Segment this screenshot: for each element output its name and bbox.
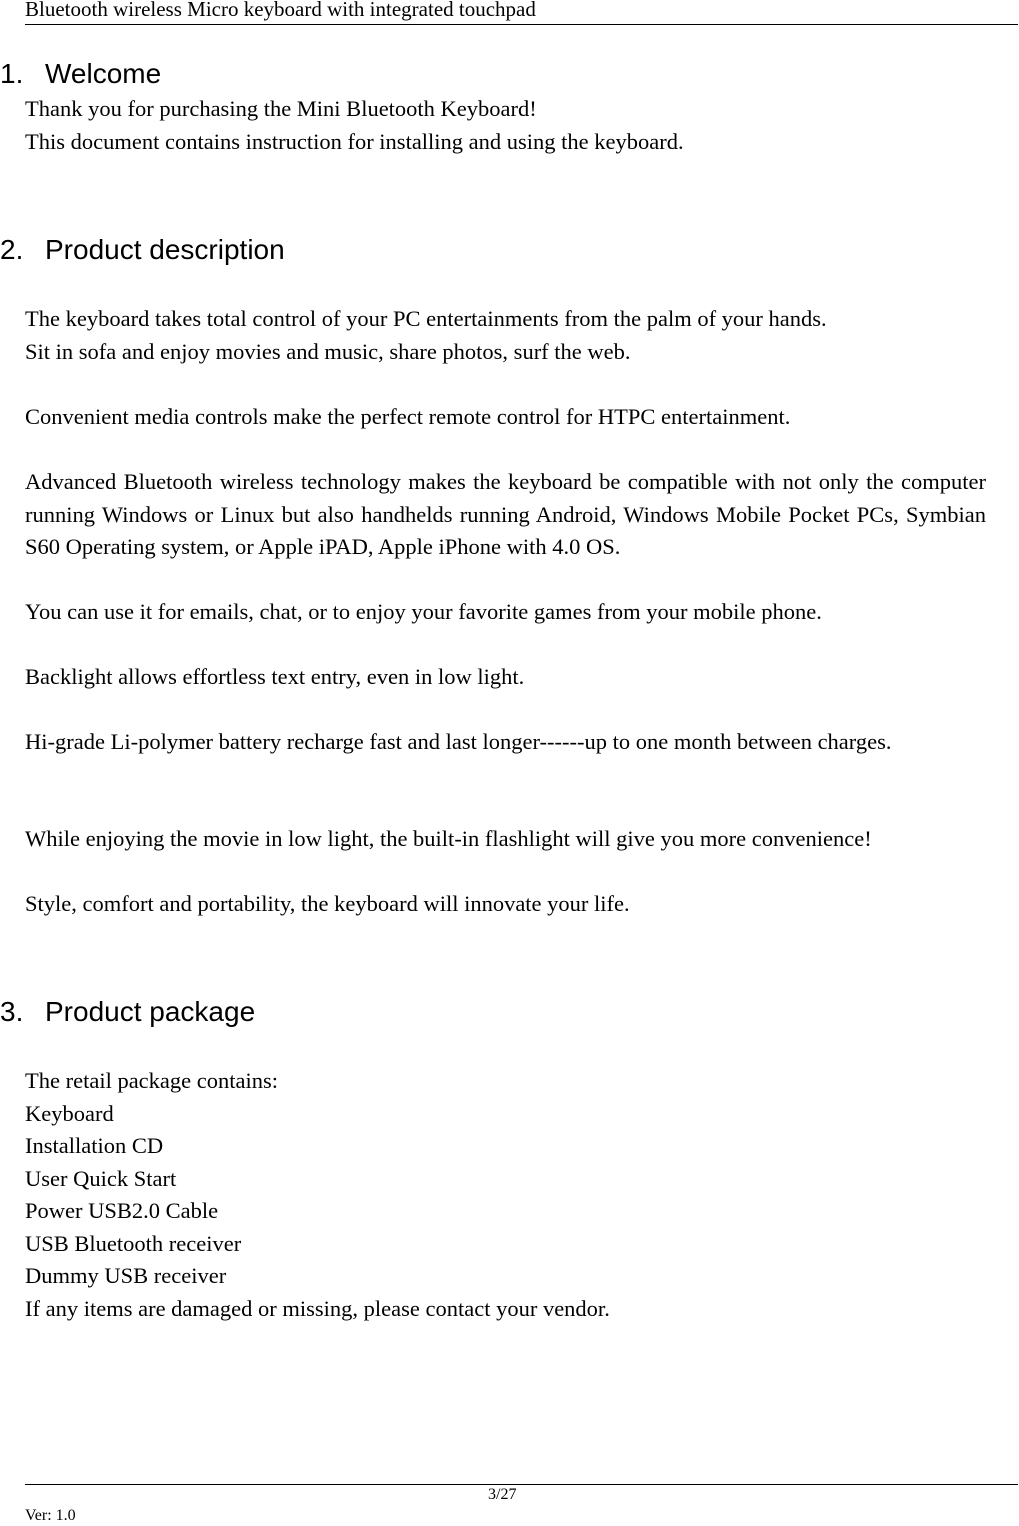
section-number: 3.: [0, 996, 24, 1027]
section-heading-product-description: [0, 234, 285, 266]
description-paragraph: Hi-grade Li-polymer battery recharge fast and last longer------up to one month between charges.: [25, 729, 892, 754]
package-item: User Quick Start: [25, 1165, 177, 1191]
package-contents-list: [25, 1065, 610, 1325]
package-item: Installation CD: [25, 1133, 164, 1158]
page-number: 3/27: [488, 1486, 517, 1503]
footer-divider: [25, 1484, 1018, 1485]
description-paragraph: The keyboard takes total control of your PC entertainments from the palm of your hands.: [25, 306, 827, 331]
description-paragraph: You can use it for emails, chat, or to enjoy your favorite games from your mobile phone.: [25, 599, 822, 624]
package-closing: If any items are damaged or missing, please contact your vendor.: [25, 1295, 610, 1321]
package-item: USB Bluetooth receiver: [25, 1230, 242, 1256]
package-item: Keyboard: [25, 1100, 114, 1126]
package-item: Power USB2.0 Cable: [25, 1198, 219, 1223]
section-title: Welcome: [45, 58, 162, 89]
description-paragraph: Sit in sofa and enjoy movies and music, share photos, surf the web.: [25, 339, 631, 364]
welcome-line: This document contains instruction for installing and using the keyboard.: [25, 129, 684, 154]
section-heading-welcome: [0, 58, 161, 90]
welcome-line: Thank you for purchasing the Mini Bluetooth Keyboard!: [25, 96, 537, 121]
section-title: Product package: [45, 996, 256, 1027]
package-item: Dummy USB receiver: [25, 1263, 227, 1288]
section-number: 2.: [0, 234, 24, 265]
header-title: Bluetooth wireless Micro keyboard with integrated touchpad: [25, 0, 536, 21]
package-intro: The retail package contains:: [25, 1068, 279, 1093]
description-paragraph: Backlight allows effortless text entry, even in low light.: [25, 664, 525, 689]
version-label: Ver: 1.0: [25, 1507, 76, 1524]
description-paragraph: While enjoying the movie in low light, the built-in flashlight will give you more convenience!: [25, 826, 872, 851]
description-paragraph: Advanced Bluetooth wireless technology makes the keyboard be compatible with not only the computer running Windows or Linux but also handhelds running Android, Windows Mobile Pocket PCs, Symbian S60 Operating system, or Apple iPAD, Apple iPhone with 4.0 OS.: [25, 469, 986, 559]
description-paragraph: Style, comfort and portability, the keyboard will innovate your life.: [25, 891, 630, 916]
page-header: [25, 0, 1018, 25]
section-number: 1.: [0, 58, 24, 89]
description-paragraph: Convenient media controls make the perfect remote control for HTPC entertainment.: [25, 404, 791, 429]
section-heading-product-package: [0, 996, 255, 1028]
section-title: Product description: [45, 234, 285, 265]
